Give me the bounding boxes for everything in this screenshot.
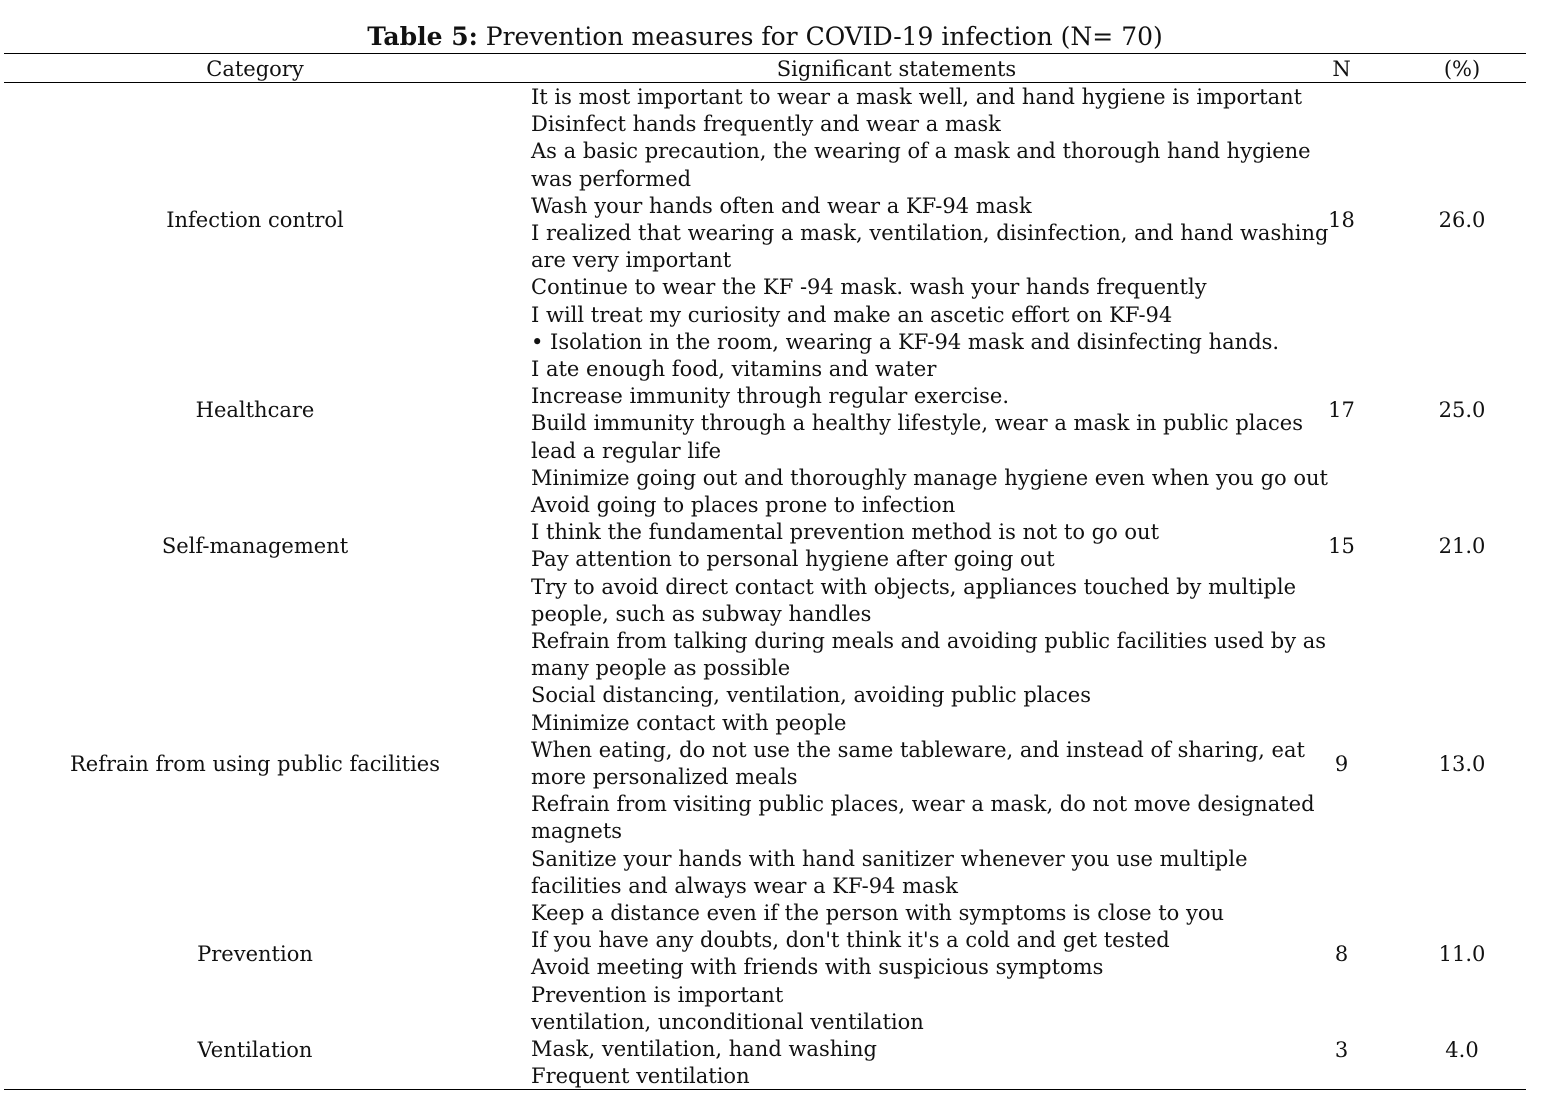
statement-line: Prevention is important	[531, 982, 784, 1007]
statement-line: are very important	[531, 248, 732, 273]
n-cell: 8	[1334, 942, 1349, 967]
table-caption-label: Table 5:	[367, 22, 478, 51]
n-cell: 17	[1328, 398, 1355, 423]
statement-line: Minimize going out and thoroughly manage hygiene even when you go out	[531, 465, 1328, 490]
header-percent: (%)	[1443, 57, 1481, 81]
statements-cell	[531, 900, 1291, 1009]
statement-line: ventilation, unconditional ventilation	[531, 1009, 924, 1034]
statement-line: Frequent ventilation	[531, 1064, 750, 1089]
statement-line: If you have any doubts, don't think it's a cold and get tested	[531, 928, 1170, 953]
category-cell: Infection control	[166, 208, 344, 232]
category-cell: Healthcare	[195, 398, 315, 423]
header-statements: Significant statements	[776, 57, 1017, 81]
statement-line: more personalized meals	[531, 764, 798, 789]
n-cell: 9	[1334, 752, 1349, 776]
statement-line: was performed	[531, 166, 692, 191]
header-n: N	[1332, 57, 1351, 81]
n-cell: 15	[1328, 534, 1355, 559]
statement-line: Pay attention to personal hygiene after going out	[531, 547, 1055, 572]
statement-line: I realized that wearing a mask, ventilation, disinfection, and hand washing	[531, 220, 1329, 245]
n-cell: 3	[1334, 1037, 1349, 1062]
table-row	[0, 465, 1543, 628]
statements-cell	[531, 1009, 1291, 1091]
statement-line: Wash your hands often and wear a KF-94 mask	[531, 193, 1032, 218]
table-top-rule	[4, 53, 1526, 54]
statement-line: Increase immunity through regular exercise.	[531, 384, 1010, 409]
statements-cell	[531, 84, 1329, 356]
statement-line: I will treat my curiosity and make an ascetic effort on KF-94	[531, 302, 1173, 327]
statement-line: magnets	[531, 819, 623, 844]
statement-line: Refrain from visiting public places, wear a mask, do not move designated	[531, 792, 1315, 817]
percent-cell: 25.0	[1438, 398, 1486, 423]
category-cell: Refrain from using public facilities	[69, 752, 441, 776]
statement-line: lead a regular life	[531, 438, 721, 463]
statement-line: I think the fundamental prevention method is not to go out	[531, 520, 1160, 545]
statement-line: many people as possible	[531, 656, 791, 681]
statements-cell	[531, 465, 1328, 628]
table-row	[0, 900, 1543, 1009]
statement-line: Avoid meeting with friends with suspicious symptoms	[531, 955, 1104, 980]
statement-line: Sanitize your hands with hand sanitizer whenever you use multiple	[531, 846, 1248, 871]
statement-line: It is most important to wear a mask well, and hand hygiene is important	[531, 85, 1303, 109]
statement-line: Avoid going to places prone to infection	[531, 492, 956, 517]
statement-line: people, such as subway handles	[531, 601, 872, 626]
statement-line: • Isolation in the room, wearing a KF-94 mask and disinfecting hands.	[531, 329, 1280, 354]
table-row	[0, 356, 1543, 465]
statement-line: Mask, ventilation, hand washing	[531, 1036, 877, 1061]
statement-line: Continue to wear the KF -94 mask. wash your hands frequently	[531, 275, 1207, 300]
statement-line: Disinfect hands frequently and wear a mask	[531, 112, 1001, 137]
percent-cell: 4.0	[1445, 1037, 1479, 1062]
table-bottom-rule	[4, 1089, 1526, 1090]
statement-line: When eating, do not use the same tableware, and instead of sharing, eat	[531, 737, 1305, 762]
statement-line: Try to avoid direct contact with objects, appliances touched by multiple	[531, 574, 1296, 599]
table-row	[0, 84, 1543, 356]
header-category: Category	[206, 57, 304, 81]
statement-line: I ate enough food, vitamins and water	[531, 357, 937, 381]
table-header-rule	[4, 82, 1526, 83]
statement-line: Minimize contact with people	[531, 710, 847, 735]
table-row	[0, 628, 1543, 900]
n-cell: 18	[1328, 208, 1355, 232]
percent-cell: 11.0	[1438, 942, 1486, 967]
statements-cell	[531, 628, 1327, 900]
statement-line: facilities and always wear a KF-94 mask	[531, 873, 959, 898]
statement-line: Build immunity through a healthy lifestyle, wear a mask in public places	[531, 411, 1303, 436]
category-cell: Self-management	[161, 534, 349, 559]
table-caption	[0, 20, 1530, 54]
statement-line: Keep a distance even if the person with symptoms is close to you	[531, 901, 1224, 925]
category-cell: Prevention	[197, 942, 313, 967]
category-cell: Ventilation	[197, 1037, 313, 1062]
statement-line: Social distancing, ventilation, avoiding public places	[531, 683, 1091, 708]
percent-cell: 13.0	[1438, 752, 1486, 776]
percent-cell: 26.0	[1438, 208, 1486, 232]
percent-cell: 21.0	[1438, 534, 1486, 559]
table-row	[0, 1009, 1543, 1091]
statements-cell	[531, 356, 1303, 465]
statement-line: As a basic precaution, the wearing of a mask and thorough hand hygiene	[531, 139, 1311, 164]
table-caption-text: Prevention measures for COVID-19 infection (N= 70)	[485, 22, 1163, 51]
statement-line: Refrain from talking during meals and avoiding public facilities used by as	[531, 629, 1327, 653]
